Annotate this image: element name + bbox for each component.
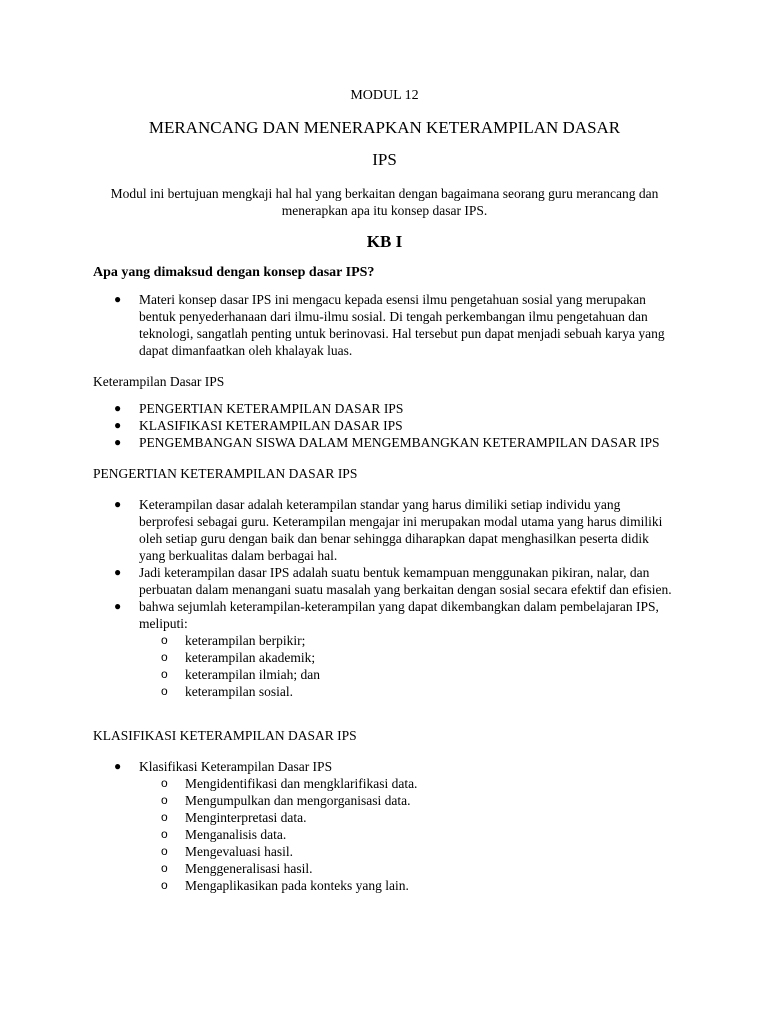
circle-bullet-icon: o [161,827,168,841]
konsep-list [93,291,676,359]
pengertian-heading: PENGERTIAN KETERAMPILAN DASAR IPS [93,466,358,481]
list-item: o keterampilan berpikir; [161,633,306,648]
circle-bullet-icon: o [161,684,168,698]
circle-bullet-icon: o [161,861,168,875]
circle-bullet-icon: o [161,878,168,892]
circle-bullet-icon: o [161,776,168,790]
keterampilan-list [93,400,676,451]
module-intro: Modul ini bertujuan mengkaji hal hal yang berkaitan dengan bagaimana seorang guru merancang dan menerapkan apa itu konsep dasar IPS. [110,186,659,218]
list-item: o Mengevaluasi hasil. [161,844,293,859]
section-question: Apa yang dimaksud dengan konsep dasar IPS? [93,265,375,280]
list-item: o Mengidentifikasi dan mengklarifikasi data. [161,776,418,791]
pengertian-sublist [139,632,676,700]
keterampilan-heading: Keterampilan Dasar IPS [93,374,225,389]
bullet-icon: ● [114,435,122,449]
pengertian-list [93,496,676,700]
klasifikasi-heading: KLASIFIKASI KETERAMPILAN DASAR IPS [93,728,357,743]
list-item: ● PENGERTIAN KETERAMPILAN DASAR IPS [114,401,404,416]
bullet-icon: ● [114,759,122,773]
list-item: o Mengumpulkan dan mengorganisasi data. [161,793,411,808]
list-item: o Mengaplikasikan pada konteks yang lain. [161,878,409,893]
list-item: ● bahwa sejumlah keterampilan-keterampilan yang dapat dikembangkan dalam pembelajaran IPS, meliputi: o keterampilan berpikir; o keterampilan akademik; o keterampilan ilmiah; dan o keterampilan sosial. [139,598,676,700]
bullet-icon: ● [114,497,122,511]
list-item: ● Jadi keterampilan dasar IPS adalah suatu bentuk kemampuan menggunakan pikiran, nalar, dan perbuatan dalam menangani suatu masalah yang berkaitan dengan sosial secara efektif dan efisien. [114,565,672,597]
circle-bullet-icon: o [161,810,168,824]
list-item: ● PENGEMBANGAN SISWA DALAM MENGEMBANGKAN KETERAMPILAN DASAR IPS [114,435,660,450]
circle-bullet-icon: o [161,667,168,681]
bullet-icon: ● [114,565,122,579]
list-item: ● Klasifikasi Keterampilan Dasar IPS o Mengidentifikasi dan mengklarifikasi data. o Mengumpulkan dan mengorganisasi data. o Menginterpretasi data. o Menganalisis data. o Mengevaluasi hasil. o Menggeneralisasi hasil. o Mengaplikasikan pada konteks yang lain. [139,758,676,894]
list-item: o keterampilan ilmiah; dan [161,667,320,682]
list-item: o keterampilan sosial. [161,684,293,699]
bullet-icon: ● [114,599,122,613]
circle-bullet-icon: o [161,633,168,647]
bullet-icon: ● [114,401,122,415]
list-item: o Menggeneralisasi hasil. [161,861,313,876]
klasifikasi-sublist [139,775,676,894]
list-item: ● KLASIFIKASI KETERAMPILAN DASAR IPS [114,418,403,433]
list-item: o keterampilan akademik; [161,650,316,665]
bullet-icon: ● [114,292,122,306]
module-number: MODUL 12 [350,88,419,103]
list-item: ● Materi konsep dasar IPS ini mengacu kepada esensi ilmu pengetahuan sosial yang merupakan bentuk penyederhanaan dari ilmu-ilmu sosial. Di tengah perkembangan ilmu pengetahuan dan teknologi, sangatlah penting untuk berinovasi. Hal tersebut pun dapat menjadi sebuah karya yang dapat dimanfaatkan oleh khalayak luas. [114,292,665,358]
list-item: ● Keterampilan dasar adalah keterampilan standar yang harus dimiliki setiap individu yang berprofesi sebagai guru. Keterampilan mengajar ini merupakan modal utama yang harus dimiliki oleh setiap guru dengan baik dan benar sehingga diharapkan dapat menghasilkan peserta didik yang berkualitas dalam berbagai hal. [114,497,663,563]
klasifikasi-list [93,758,676,894]
list-item: o Menginterpretasi data. [161,810,307,825]
circle-bullet-icon: o [161,844,168,858]
bullet-icon: ● [114,418,122,432]
kb-heading: KB I [366,232,403,251]
module-title-line1: MERANCANG DAN MENERAPKAN KETERAMPILAN DASAR [148,118,621,137]
circle-bullet-icon: o [161,793,168,807]
list-item: o Menganalisis data. [161,827,287,842]
circle-bullet-icon: o [161,650,168,664]
module-title-line2: IPS [372,150,397,169]
